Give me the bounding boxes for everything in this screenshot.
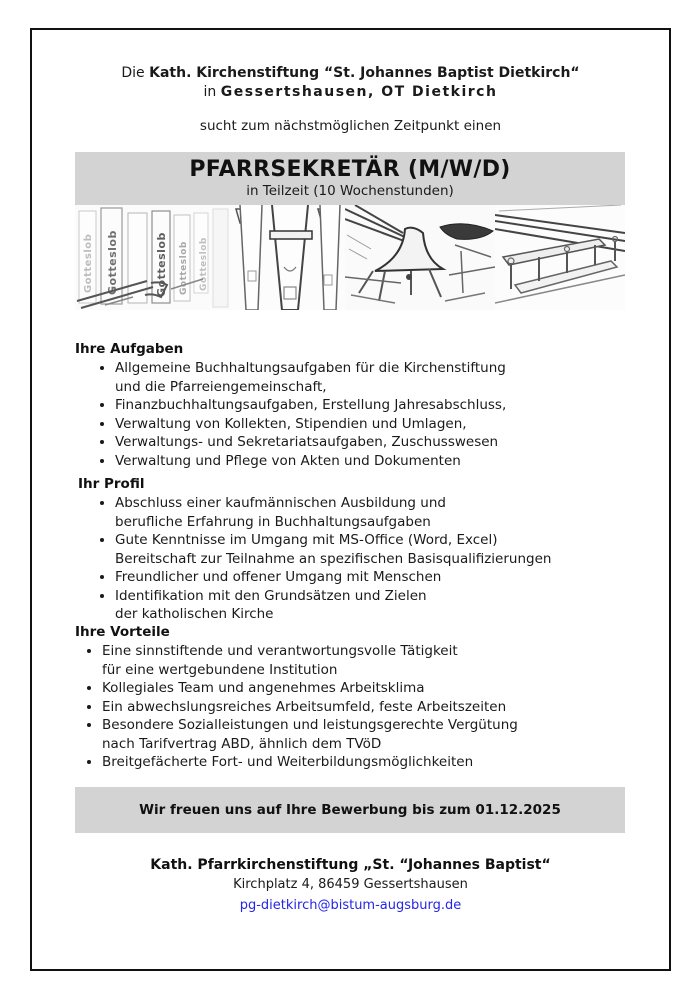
book-spine-text: Gotteslob	[106, 230, 119, 295]
list-item: • Identifikation mit den Grundsätzen und Zielen der katholischen Kirche	[115, 587, 640, 624]
organization-name: Kath. Kirchenstiftung “St. Johannes Baptist Dietkirch“	[149, 65, 580, 81]
list-item: • Ein abwechslungsreiches Arbeitsumfeld, feste Arbeitszeiten	[102, 698, 640, 717]
church-pews-sketch-image	[495, 205, 625, 310]
section-vorteile	[75, 624, 640, 772]
list-item: • Verwaltung und Pflege von Akten und Dokumenten	[115, 452, 640, 471]
bullet-list	[75, 359, 640, 470]
list-item: • Gute Kenntnisse im Umgang mit MS-Office (Word, Excel) Bereitschaft zur Teilnahme an spezifischen Basisqualifizierungen	[115, 531, 640, 568]
intro-block	[32, 64, 669, 102]
intro-prefix: Die	[121, 65, 145, 81]
list-item: • Besondere Sozialleistungen und leistungsgerechte Vergütung nach Tarifvertrag ABD, ähnlich dem TVöD	[102, 716, 640, 753]
list-item: • Eine sinnstiftende und verantwortungsvolle Tätigkeit für eine wertgebundene Institution	[102, 642, 640, 679]
book-spine-text: Gotteslob	[155, 232, 168, 297]
application-deadline-banner	[75, 787, 625, 833]
list-item: • Finanzbuchhaltungsaufgaben, Erstellung Jahresabschluss,	[115, 396, 640, 415]
list-item: • Breitgefächerte Fort- und Weiterbildungsmöglichkeiten	[102, 753, 640, 772]
list-item: • Kollegiales Team und angenehmes Arbeitsklima	[102, 679, 640, 698]
section-title: Ihre Aufgaben	[75, 341, 184, 357]
intro-line-1	[32, 64, 669, 83]
section-title: Ihre Vorteile	[75, 624, 170, 640]
church-bell-sketch-image	[345, 205, 495, 310]
book-spine-text: Gotteslob	[83, 233, 94, 293]
tagline: sucht zum nächstmöglichen Zeitpunkt einen	[199, 118, 502, 134]
section-profil	[75, 476, 640, 624]
book-spine-text: Gotteslob	[199, 237, 209, 291]
contact-address: Kirchplatz 4, 86459 Gessertshausen	[233, 877, 468, 892]
list-item: • Allgemeine Buchhaltungsaufgaben für die Kirchenstiftung und die Pfarreiengemeinschaft,	[115, 359, 640, 396]
bullet-list	[75, 642, 640, 772]
page-border-frame	[30, 28, 671, 971]
bullet-list	[75, 494, 640, 624]
contact-block	[32, 856, 669, 915]
contact-email-link[interactable]: pg-dietkirch@bistum-augsburg.de	[239, 898, 462, 913]
organ-pipes-sketch-image	[230, 205, 345, 310]
hymn-books-sketch-image	[75, 205, 230, 310]
section-title: Ihr Profil	[78, 476, 145, 492]
list-item: • Verwaltungs- und Sekretariatsaufgaben, Zuschusswesen	[115, 433, 640, 452]
location-prefix: in	[203, 84, 217, 100]
intro-line-2	[32, 83, 669, 102]
list-item: • Verwaltung von Kollekten, Stipendien und Umlagen,	[115, 415, 640, 434]
organization-location: Gessertshausen, OT Dietkirch	[220, 84, 498, 100]
list-item: • Abschluss einer kaufmännischen Ausbildung und berufliche Erfahrung in Buchhaltungsaufgaben	[115, 494, 640, 531]
section-aufgaben	[75, 341, 640, 470]
contact-organization: Kath. Pfarrkirchenstiftung „St. “Johannes Baptist“	[150, 857, 551, 873]
list-item: • Freundlicher und offener Umgang mit Menschen	[115, 568, 640, 587]
deadline-text: Wir freuen uns auf Ihre Bewerbung bis zum 01.12.2025	[139, 802, 561, 818]
sketch-image-strip	[75, 205, 625, 310]
position-banner	[75, 152, 625, 205]
position-title: PFARRSEKRETÄR (M/W/D)	[189, 157, 511, 182]
position-subtitle: in Teilzeit (10 Wochenstunden)	[246, 183, 454, 199]
book-spine-text: Gotteslob	[179, 241, 189, 295]
